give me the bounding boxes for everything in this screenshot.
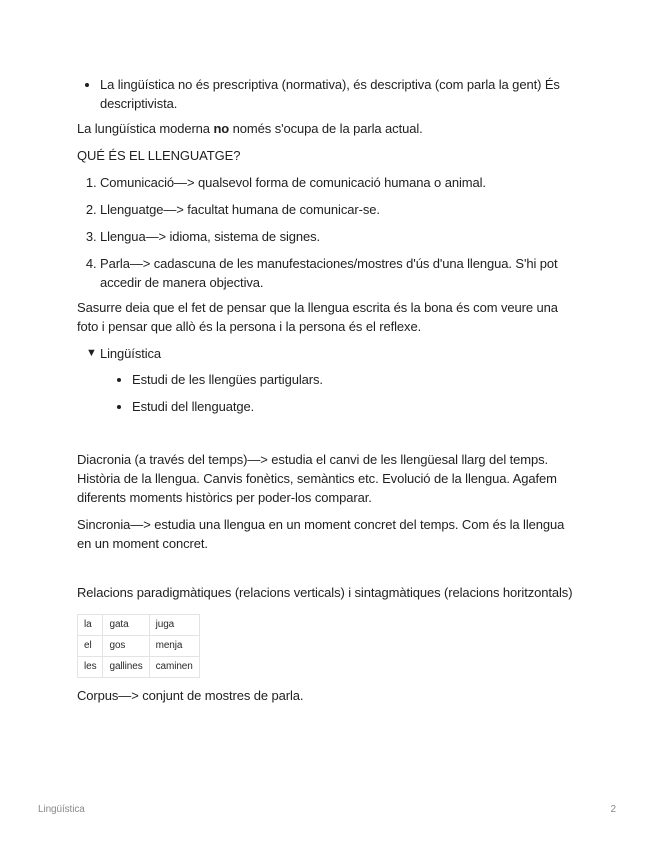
paragraph-sincronia: Sincronia—> estudia una llengua en un moment concret del temps. Com és la llengua en un moment concret. — [77, 517, 565, 551]
paragraph-relacions: Relacions paradigmàtiques (relacions verticals) i sintagmàtiques (relacions horitzontals) — [77, 585, 573, 600]
spacer — [77, 424, 577, 450]
modern-text-before: La lungüística moderna — [77, 121, 214, 136]
table-cell: gos — [103, 636, 149, 657]
spacer — [77, 561, 577, 583]
toggle-item-llenguatge: • Estudi del llenguatge. — [132, 397, 577, 416]
toggle-block-linguistica — [77, 344, 577, 416]
table-cell: les — [78, 657, 103, 678]
paragraph-diacronia: Diacronia (a través del temps)—> estudia el canvi de les llengüesal llarg del temps. Història de la llengua. Canvis fonètics, semàntics etc. Evolució de la llengua. Agafem diferents moments històrics per poder-los comparar. — [77, 452, 557, 505]
numbered-item-comunicacio: 1. Comunicació—> qualsevol forma de comunicació humana o animal. — [100, 173, 577, 192]
toggle-bullet-list — [86, 370, 577, 416]
table-cell: menja — [149, 636, 199, 657]
table-row — [78, 615, 200, 636]
table-cell: el — [78, 636, 103, 657]
footer-title: Lingüística — [38, 804, 85, 815]
numbered-list-definitions — [77, 173, 577, 292]
table-cell: la — [78, 615, 103, 636]
footer-page-number: 2 — [610, 804, 616, 815]
triangle-down-icon[interactable]: ▼ — [86, 347, 97, 359]
table-cell: juga — [149, 615, 199, 636]
modern-text-bold: no — [213, 121, 230, 136]
toggle-title: Lingüística — [100, 346, 162, 361]
numbered-item-llengua: 3. Llengua—> idioma, sistema de signes. — [100, 227, 577, 246]
paragraph-saussure: Sasurre deia que el fet de pensar que la llengua escrita és la bona és com veure una foto i pensar que allò és la persona i la persona és el reflexe. — [77, 300, 558, 334]
modern-text-after: només s'ocupa de la parla actual. — [229, 121, 423, 136]
document-page — [77, 75, 577, 705]
numbered-item-llenguatge: 2. Llenguatge—> facultat humana de comunicar-se. — [100, 200, 577, 219]
relations-table — [77, 614, 200, 678]
paragraph-modern-linguistics — [77, 119, 577, 138]
toggle-item-llengues: • Estudi de les llengües partigulars. — [132, 370, 577, 389]
table-cell: gata — [103, 615, 149, 636]
table-cell: gallines — [103, 657, 149, 678]
bullet-list-top — [77, 75, 577, 113]
numbered-item-parla: 4. Parla—> cadascuna de les manufestaciones/mostres d'ús d'una llengua. S'hi pot accedir de manera objectiva. — [100, 254, 577, 292]
toggle-summary[interactable] — [86, 344, 577, 363]
section-heading-llenguatge: QUÉ ÉS EL LLENGUATGE? — [77, 148, 241, 163]
table-cell: caminen — [149, 657, 199, 678]
paragraph-corpus: Corpus—> conjunt de mostres de parla. — [77, 688, 304, 703]
table-row — [78, 657, 200, 678]
bullet-item-prescriptiva: • La lingüística no és prescriptiva (normativa), és descriptiva (com parla la gent) És descriptivista. — [100, 75, 577, 113]
table-row — [78, 636, 200, 657]
